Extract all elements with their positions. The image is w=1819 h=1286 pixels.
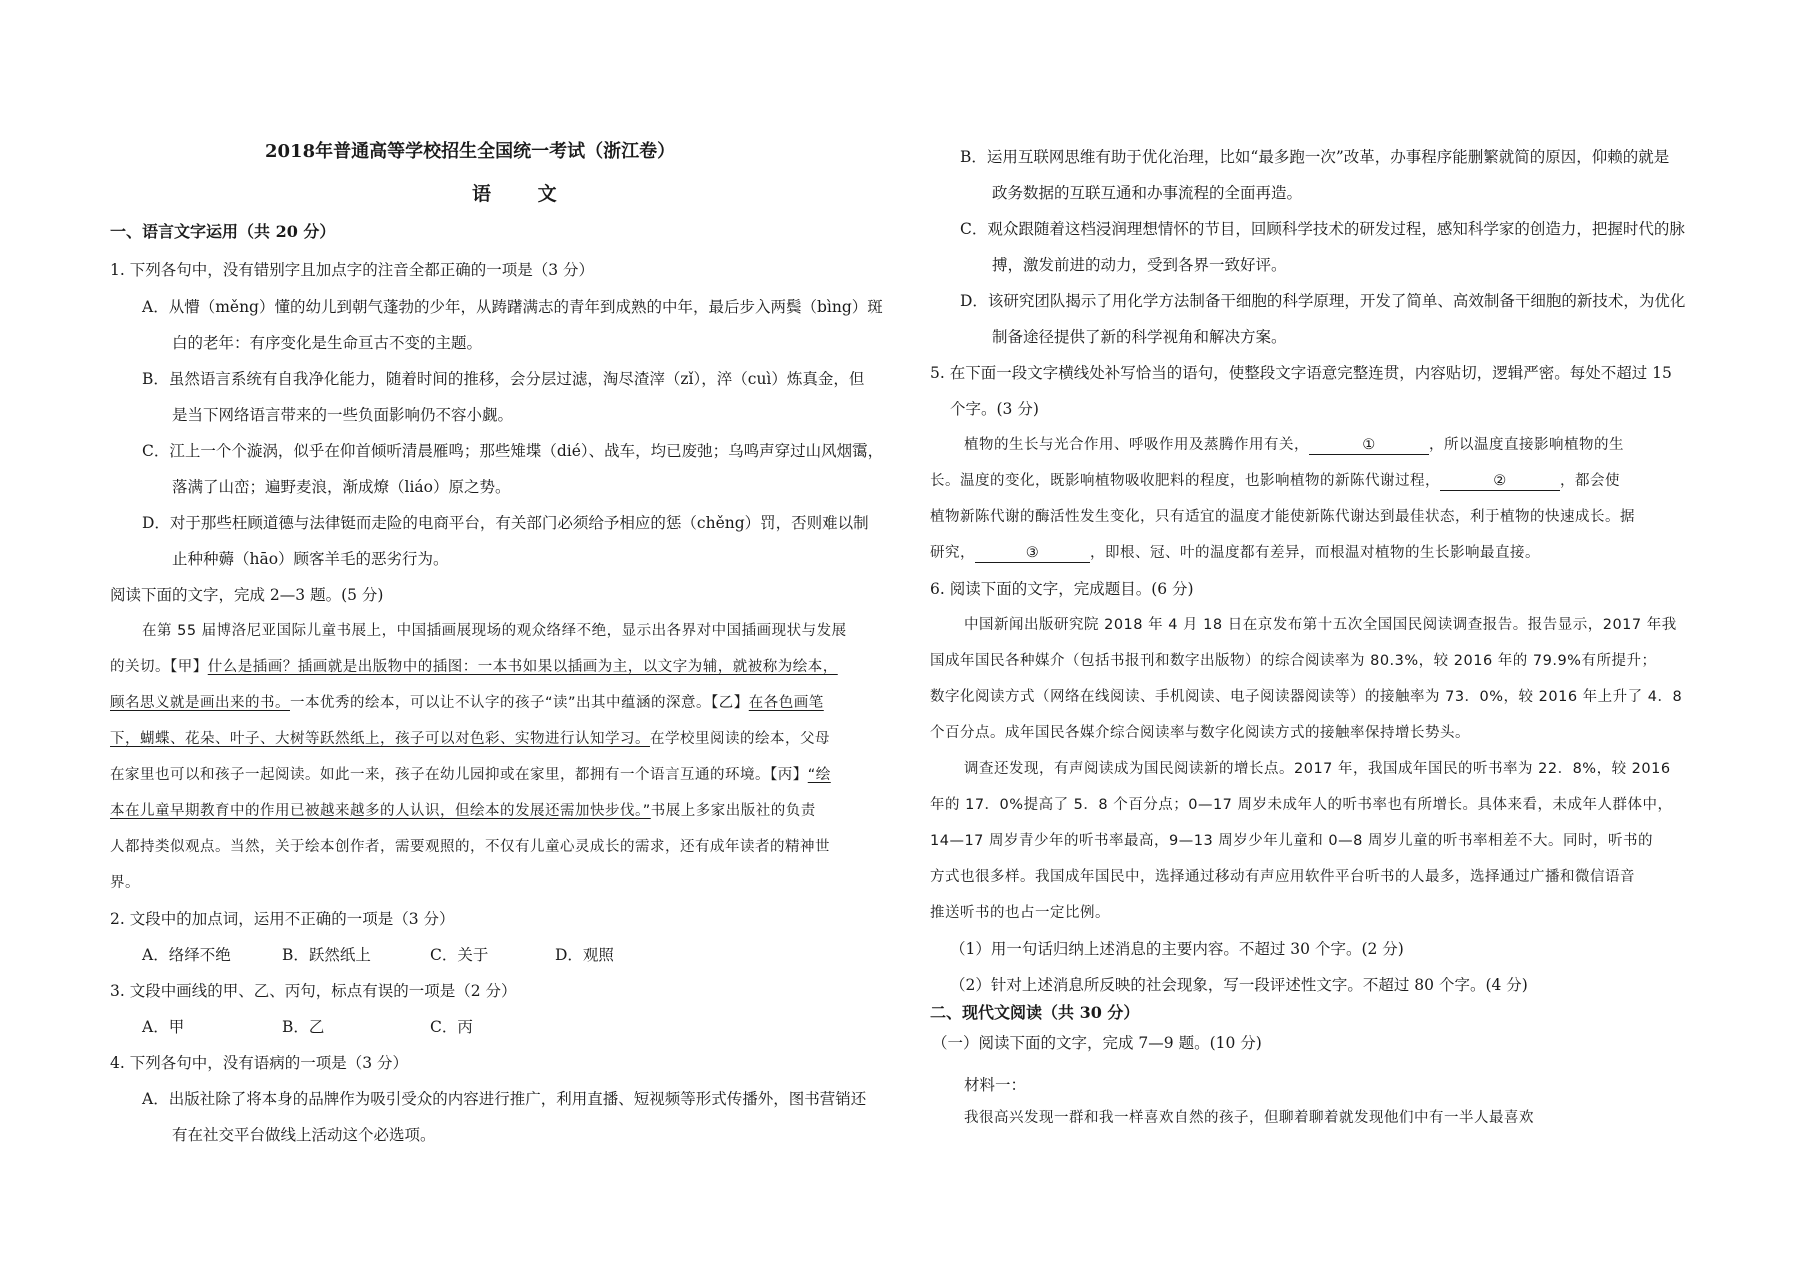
q5-text: ，都会使 (1560, 473, 1620, 489)
section1-heading: 一、语言文字运用（共 20 分） (110, 222, 336, 241)
passage-text: 在家里也可以和孩子一起阅读。如此一来，孩子在幼儿园抑或在家里，都拥有一个语言互通的环境。【丙】 (110, 767, 808, 783)
q3-option-b: B．乙 (282, 1018, 325, 1036)
q1-option-c-cont: 落满了山峦；遍野麦浪，渐成燎（liáo）原之势。 (172, 478, 511, 496)
q1-option-c: C．江上一个个漩涡，似乎在仰首倾听清晨雁鸣；那些雉堞（dié）、战车，均已废弛；乌鸣声穿过山风烟霭， (142, 442, 884, 460)
q1-option-a: A．从懵（měng）懂的幼儿到朝气蓬勃的少年，从踌躇满志的青年到成熟的中年，最后步入两鬓（bìng）斑 (142, 298, 883, 316)
q4-option-d-cont: 制备途径提供了新的科学视角和解决方案。 (992, 328, 1287, 346)
q4-option-c: C．观众跟随着这档浸润理想情怀的节目，回顾科学技术的研发过程，感知科学家的创造力，把握时代的脉 (960, 220, 1685, 238)
passage-line: 人都持类似观点。当然，关于绘本创作者，需要观照的，不仅有儿童心灵成长的需求，还有成年读者的精神世 (110, 839, 830, 855)
q3-option-c: C．丙 (430, 1018, 473, 1036)
underlined-sentence-jia: 什么是插画？插画就是出版物中的插图：一本书如果以插画为主，以文字为辅，就被称为绘本， (207, 659, 838, 675)
passage-line (110, 657, 838, 677)
section2-heading: 二、现代文阅读（共 30 分） (930, 1003, 1140, 1022)
underlined-sentence-bing: “绘 (807, 767, 831, 783)
underlined-sentence-jia: 顾名思义就是画出来的书。 (110, 695, 290, 711)
answer-blank-1[interactable]: ① (1309, 437, 1429, 455)
q2-option-a: A．络绎不绝 (142, 946, 231, 964)
q6-passage-line: 年的 17．0%提高了 5．8 个百分点；0—17 周岁未成年人的听书率也有所增长。具体来看，未成年人群体中， (930, 797, 1673, 813)
material-label: 材料一： (964, 1076, 1027, 1094)
q4-option-b-cont: 政务数据的互联互通和办事流程的全面再造。 (992, 184, 1303, 202)
underlined-sentence-yi: 下，蝴蝶、花朵、叶子、大树等跃然纸上，孩子可以对色彩、实物进行认知学习。 (110, 731, 650, 747)
passage-text: 书展上多家出版社的负责 (650, 803, 816, 819)
q2-option-d: D．观照 (555, 946, 614, 964)
passage-line: 界。 (110, 875, 140, 891)
q1-option-b: B．虽然语言系统有自我净化能力，随着时间的推移，会分层过滤，淘尽渣滓（zǐ），淬（cuì）炼真金，但 (142, 370, 865, 388)
q4-option-a: A．出版社除了将本身的品牌作为吸引受众的内容进行推广，利用直播、短视频等形式传播外，图书营销还 (142, 1090, 867, 1108)
q5-passage-line: 植物新陈代谢的酶活性发生变化，只有适宜的温度才能使新陈代谢达到最佳状态，利于植物的快速成长。据 (930, 509, 1635, 525)
q5-text: 植物的生长与光合作用、呼吸作用及蒸腾作用有关， (964, 437, 1309, 453)
q4-option-c-cont: 搏，激发前进的动力，受到各界一致好评。 (992, 256, 1287, 274)
q3-stem: 3. 文段中画线的甲、乙、丙句，标点有误的一项是（2 分） (110, 982, 517, 1000)
q5-text: ，所以温度直接影响植物的生 (1429, 437, 1624, 453)
q6-passage-line: 个百分点。成年国民各媒介综合阅读率与数字化阅读方式的接触率保持增长势头。 (930, 725, 1470, 741)
exam-title: 2018年普通高等学校招生全国统一考试（浙江卷） (265, 141, 676, 162)
q5-passage-line (964, 435, 1624, 455)
q5-text: 长。温度的变化，既影响植物吸收肥料的程度，也影响植物的新陈代谢过程， (930, 473, 1440, 489)
passage-line (110, 693, 824, 713)
q3-option-a: A．甲 (142, 1018, 185, 1036)
underlined-sentence-bing: 本在儿童早期教育中的作用已被越来越多的人认识，但绘本的发展还需加快步伐。” (110, 803, 651, 819)
q5-text: ，即根、冠、叶的温度都有差异，而根温对植物的生长影响最直接。 (1090, 545, 1540, 561)
q6-passage-line: 调查还发现，有声阅读成为国民阅读新的增长点。2017 年，我国成年国民的听书率为 22．8%，较 2016 (964, 761, 1671, 777)
q6-passage-line: 中国新闻出版研究院 2018 年 4 月 18 日在京发布第十五次全国国民阅读调查报告。报告显示，2017 年我 (964, 617, 1677, 633)
q5-stem-cont: 个字。(3 分) (950, 400, 1039, 418)
q6-subquestion-2: （2）针对上述消息所反映的社会现象，写一段评述性文字。不超过 80 个字。(4 分) (950, 976, 1528, 994)
q1-option-a-cont: 白的老年：有序变化是生命亘古不变的主题。 (172, 334, 483, 352)
q4-option-d: D．该研究团队揭示了用化学方法制备干细胞的科学原理，开发了简单、高效制备干细胞的新技术，为优化 (960, 292, 1686, 310)
answer-blank-2[interactable]: ② (1440, 473, 1560, 491)
q1-stem: 1. 下列各句中，没有错别字且加点字的注音全都正确的一项是（3 分） (110, 261, 595, 279)
q6-passage-line: 14—17 周岁青少年的听书率最高，9—13 周岁少年儿童和 0—8 周岁儿童的听书率相差不大。同时，听书的 (930, 833, 1653, 849)
q6-passage-line: 数字化阅读方式（网络在线阅读、手机阅读、电子阅读器阅读等）的接触率为 73．0%，较 2016 年上升了 4．8 (930, 689, 1683, 705)
q1-option-b-cont: 是当下网络语言带来的一些负面影响仍不容小觑。 (172, 406, 514, 424)
reading-intro: 阅读下面的文字，完成 2—3 题。(5 分) (110, 586, 384, 604)
passage-line (110, 801, 816, 821)
passage-line (110, 729, 830, 749)
subject-title: 语 文 (472, 183, 577, 205)
q4-stem: 4. 下列各句中，没有语病的一项是（3 分） (110, 1054, 409, 1072)
q6-passage-line: 推送听书的也占一定比例。 (930, 905, 1110, 921)
q5-passage-line (930, 543, 1540, 563)
q5-stem: 5. 在下面一段文字横线处补写恰当的语句，使整段文字语意完整连贯，内容贴切，逻辑严密。每处不超过 15 (930, 364, 1672, 382)
q1-option-d: D．对于那些枉顾道德与法律铤而走险的电商平台，有关部门必须给予相应的惩（chěng）罚，否则难以制 (142, 514, 869, 532)
q5-passage-line (930, 471, 1620, 491)
q5-text: 研究， (930, 545, 975, 561)
passage-text: 的关切。【甲】 (110, 659, 208, 675)
passage-text: 一本优秀的绘本，可以让不认字的孩子“读”出其中蕴涵的深意。【乙】 (290, 695, 749, 711)
q4-option-a-cont: 有在社交平台做线上活动这个必选项。 (172, 1126, 436, 1144)
q1-option-d-cont: 止种种薅（hāo）顾客羊毛的恶劣行为。 (172, 550, 449, 568)
passage-text: 在学校里阅读的绘本，父母 (650, 731, 830, 747)
underlined-sentence-yi: 在各色画笔 (748, 695, 824, 711)
q2-option-b: B．跃然纸上 (282, 946, 371, 964)
q4-option-b: B．运用互联网思维有助于优化治理，比如“最多跑一次”改革，办事程序能删繁就简的原因，仰赖的就是 (960, 148, 1670, 166)
q6-subquestion-1: （1）用一句话归纳上述消息的主要内容。不超过 30 个字。(2 分) (950, 940, 1404, 958)
q2-stem: 2. 文段中的加点词，运用不正确的一项是（3 分） (110, 910, 455, 928)
q6-passage-line: 国成年国民各种媒介（包括书报刊和数字出版物）的综合阅读率为 80.3%，较 2016 年的 79.9%有所提升； (930, 653, 1657, 669)
passage-line: 在第 55 届博洛尼亚国际儿童书展上，中国插画展现场的观众络绎不绝，显示出各界对中国插画现状与发展 (142, 623, 847, 639)
q2-option-c: C．关于 (430, 946, 489, 964)
q6-passage-line: 方式也很多样。我国成年国民中，选择通过移动有声应用软件平台听书的人最多，选择通过广播和微信语音 (930, 869, 1635, 885)
q6-stem: 6. 阅读下面的文字，完成题目。(6 分) (930, 580, 1194, 598)
material-text: 我很高兴发现一群和我一样喜欢自然的孩子，但聊着聊着就发现他们中有一半人最喜欢 (964, 1110, 1534, 1126)
passage-line (110, 765, 831, 785)
answer-blank-3[interactable]: ③ (975, 545, 1090, 563)
section2-part1-intro: （一）阅读下面的文字，完成 7—9 题。(10 分) (932, 1034, 1262, 1052)
